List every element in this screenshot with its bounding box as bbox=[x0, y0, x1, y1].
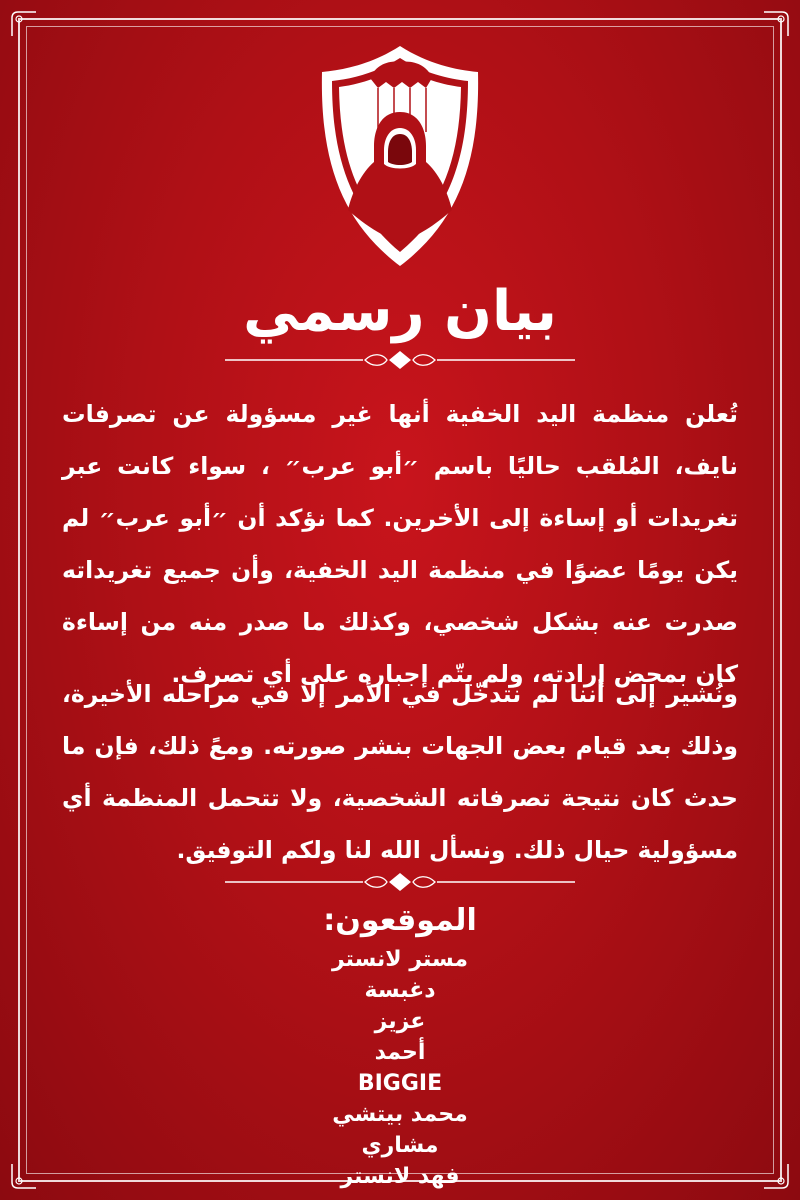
signer-name: دغبسة bbox=[364, 978, 436, 1003]
signer-name: مستر لانستر bbox=[331, 947, 469, 972]
statement-paragraph-2: ونُشير إلى أننا لم نتدخّل في الأمر إلا في مراحله الأخيرة، وذلك بعد قيام بعض الجهات بنشر صورته. ومعً ذلك، فإن ما حدث كان نتيجة تصرفاته الشخصية، ولا تتحمل المنظمة أي مسؤولية حيال ذلك. ونسأل الله لنا ولكم التوفيق. bbox=[62, 680, 738, 864]
statement-paragraph-1: تُعلن منظمة اليد الخفية أنها غير مسؤولة عن تصرفات نايف، المُلقب حاليًا باسم ״أبو عرب״ ، سواء كانت عبر تغريدات أو إساءة إلى الأخرين. كما نؤكد أن ״أبو عرب״ لم يكن يومًا عضوًا في منظمة اليد الخفية، وأن جميع تغريداته صدرت عنه بشكل شخصي، وكذلك ما صدر منه من إساءة كان بمحض إرادته، ولم يتّم إجباره على أي تصرف. bbox=[62, 400, 738, 688]
ornamental-divider-icon bbox=[225, 348, 575, 372]
ornamental-divider-icon bbox=[225, 870, 575, 894]
corner-ornament-icon bbox=[10, 10, 38, 38]
page-title: بيان رسمي bbox=[243, 279, 557, 344]
signers-heading: الموقعون: bbox=[323, 903, 477, 938]
shield-emblem-icon bbox=[318, 42, 482, 270]
corner-ornament-icon bbox=[762, 10, 790, 38]
signers-block bbox=[0, 898, 800, 1192]
signer-name: BIGGIE bbox=[357, 1071, 443, 1096]
signer-name: محمد بيتشي bbox=[332, 1102, 468, 1127]
signer-name: فهد لانستر bbox=[340, 1164, 460, 1189]
signer-name: مشاري bbox=[361, 1133, 439, 1158]
signer-name: أحمد bbox=[374, 1040, 426, 1065]
signer-name: عزيز bbox=[374, 1009, 426, 1034]
